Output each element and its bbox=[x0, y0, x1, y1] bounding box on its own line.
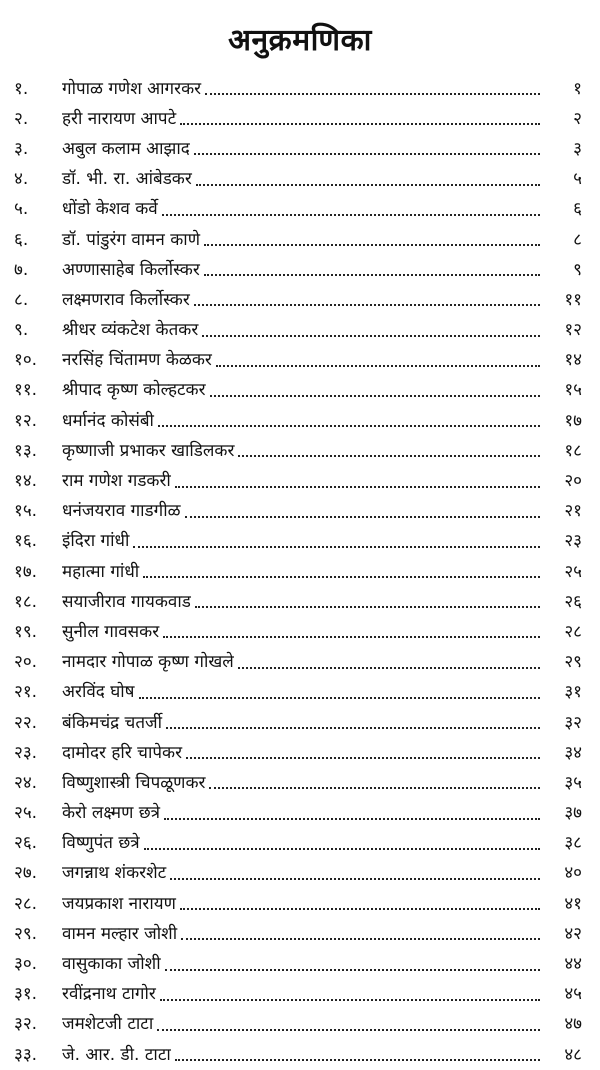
toc-entry-name: अरविंद घोष bbox=[62, 682, 135, 703]
toc-entry-name: सुनील गावसकर bbox=[62, 621, 160, 642]
toc-entry bbox=[0, 225, 600, 255]
toc-entry-number: ३. bbox=[14, 138, 29, 159]
toc-entry-name: डॉ. भी. रा. आंबेडकर bbox=[62, 169, 192, 190]
toc-entry bbox=[0, 255, 600, 285]
toc-entry bbox=[0, 980, 600, 1010]
toc-entry-number: २. bbox=[14, 108, 29, 129]
dotted-leader bbox=[170, 878, 540, 880]
dotted-leader bbox=[166, 727, 540, 729]
toc-entry-name: वामन मल्हार जोशी bbox=[62, 923, 178, 944]
toc-entry-name: इंदिरा गांधी bbox=[62, 531, 130, 552]
toc-entry-page-number: २५ bbox=[564, 561, 582, 582]
toc-entry-page-number: २९ bbox=[564, 652, 582, 673]
dotted-leader bbox=[205, 93, 540, 95]
toc-entry-name: नामदार गोपाळ कृष्ण गोखले bbox=[62, 652, 234, 673]
dotted-leader bbox=[210, 395, 540, 397]
dotted-leader bbox=[164, 818, 540, 820]
dotted-leader bbox=[180, 123, 540, 125]
toc-entry bbox=[0, 165, 600, 195]
toc-entry-name: कृष्णाजी प्रभाकर खाडिलकर bbox=[62, 440, 235, 461]
table-of-contents bbox=[0, 74, 600, 1070]
toc-entry-number: २२. bbox=[14, 712, 38, 733]
toc-entry-name: श्रीपाद कृष्ण कोल्हटकर bbox=[62, 380, 206, 401]
toc-entry-name: धर्मानंद कोसंबी bbox=[62, 410, 154, 431]
toc-entry-page-number: ३ bbox=[573, 138, 582, 159]
dotted-leader bbox=[163, 636, 540, 638]
toc-entry-name: जमशेटजी टाटा bbox=[62, 1014, 154, 1035]
toc-entry-number: ३१. bbox=[14, 984, 38, 1005]
toc-entry-page-number: १४ bbox=[564, 350, 582, 371]
toc-entry-page-number: १२ bbox=[564, 320, 582, 341]
dotted-leader bbox=[143, 576, 540, 578]
toc-entry-number: १५. bbox=[14, 501, 38, 522]
toc-entry-number: २९. bbox=[14, 923, 38, 944]
toc-entry-name: महात्मा गांधी bbox=[62, 561, 140, 582]
dotted-leader bbox=[175, 1059, 540, 1061]
dotted-leader bbox=[139, 697, 540, 699]
dotted-leader bbox=[144, 848, 540, 850]
toc-entry-page-number: ४७ bbox=[564, 1014, 582, 1035]
toc-entry-page-number: १५ bbox=[564, 380, 582, 401]
toc-entry bbox=[0, 1040, 600, 1070]
toc-entry-name: विष्णुपंत छत्रे bbox=[62, 833, 140, 854]
toc-entry-number: २१. bbox=[14, 682, 38, 703]
toc-entry bbox=[0, 376, 600, 406]
dotted-leader bbox=[181, 938, 540, 940]
toc-entry bbox=[0, 889, 600, 919]
toc-entry-number: १. bbox=[14, 78, 29, 99]
toc-entry-page-number: ३२ bbox=[564, 712, 582, 733]
toc-entry-name: राम गणेश गडकरी bbox=[62, 471, 171, 492]
toc-entry bbox=[0, 436, 600, 466]
toc-entry-name: सयाजीराव गायकवाड bbox=[62, 591, 191, 612]
toc-entry-page-number: ६ bbox=[573, 199, 582, 220]
toc-entry-number: ४. bbox=[14, 169, 29, 190]
toc-entry bbox=[0, 799, 600, 829]
toc-entry-name: केरो लक्ष्मण छत्रे bbox=[62, 803, 161, 824]
dotted-leader bbox=[133, 546, 540, 548]
toc-entry bbox=[0, 678, 600, 708]
toc-entry bbox=[0, 497, 600, 527]
toc-entry-name: बंकिमचंद्र चतर्जी bbox=[62, 712, 163, 733]
toc-entry-page-number: २३ bbox=[564, 531, 582, 552]
dotted-leader bbox=[186, 757, 540, 759]
toc-entry bbox=[0, 919, 600, 949]
toc-entry-number: १७. bbox=[14, 561, 38, 582]
toc-entry-page-number: १७ bbox=[564, 410, 582, 431]
toc-entry-page-number: ८ bbox=[573, 229, 582, 250]
toc-entry bbox=[0, 949, 600, 979]
toc-entry-name: डॉ. पांडुरंग वामन काणे bbox=[62, 229, 200, 250]
toc-entry-page-number: २६ bbox=[564, 591, 582, 612]
dotted-leader bbox=[195, 606, 540, 608]
toc-entry-number: ९. bbox=[14, 320, 29, 341]
toc-entry-page-number: ४१ bbox=[564, 893, 582, 914]
toc-entry-name: धनंजयराव गाडगीळ bbox=[62, 501, 181, 522]
toc-entry bbox=[0, 527, 600, 557]
dotted-leader bbox=[204, 274, 540, 276]
toc-entry-name: जगन्नाथ शंकरशेट bbox=[62, 863, 167, 884]
toc-entry-number: २५. bbox=[14, 803, 38, 824]
dotted-leader bbox=[162, 214, 540, 216]
toc-entry bbox=[0, 466, 600, 496]
toc-entry-number: १२. bbox=[14, 410, 38, 431]
toc-entry-name: वासुकाका जोशी bbox=[62, 954, 161, 975]
toc-entry-page-number: ४८ bbox=[564, 1044, 582, 1065]
toc-entry-page-number: २८ bbox=[564, 621, 582, 642]
toc-entry-name: जे. आर. डी. टाटा bbox=[62, 1044, 171, 1065]
dotted-leader bbox=[165, 969, 540, 971]
toc-entry bbox=[0, 346, 600, 376]
toc-entry bbox=[0, 829, 600, 859]
toc-entry-number: ११. bbox=[14, 380, 38, 401]
toc-entry bbox=[0, 316, 600, 346]
toc-entry-page-number: २ bbox=[573, 108, 582, 129]
toc-entry-number: २८. bbox=[14, 893, 38, 914]
toc-entry-number: २७. bbox=[14, 863, 38, 884]
toc-entry-page-number: ४० bbox=[564, 863, 582, 884]
toc-entry-page-number: ३५ bbox=[564, 772, 582, 793]
dotted-leader bbox=[180, 908, 540, 910]
toc-entry-name: अबुल कलाम आझाद bbox=[62, 138, 190, 159]
toc-entry-number: ३२. bbox=[14, 1014, 38, 1035]
toc-entry-page-number: २० bbox=[564, 471, 582, 492]
toc-entry-number: २६. bbox=[14, 833, 38, 854]
dotted-leader bbox=[185, 516, 540, 518]
dotted-leader bbox=[160, 999, 540, 1001]
toc-entry-name: गोपाळ गणेश आगरकर bbox=[62, 78, 202, 99]
toc-entry-page-number: १ bbox=[573, 78, 582, 99]
toc-entry-number: १४. bbox=[14, 471, 38, 492]
dotted-leader bbox=[196, 184, 540, 186]
toc-entry-page-number: ३८ bbox=[564, 833, 582, 854]
dotted-leader bbox=[216, 365, 540, 367]
toc-entry-number: ५. bbox=[14, 199, 29, 220]
page-title: अनुक्रमणिका bbox=[228, 23, 372, 58]
toc-entry-name: हरी नारायण आपटे bbox=[62, 108, 177, 129]
dotted-leader bbox=[209, 787, 540, 789]
toc-entry bbox=[0, 104, 600, 134]
toc-entry bbox=[0, 285, 600, 315]
toc-entry-name: विष्णुशास्त्री चिपळूणकर bbox=[62, 772, 206, 793]
dotted-leader bbox=[157, 1029, 540, 1031]
toc-entry bbox=[0, 738, 600, 768]
toc-entry bbox=[0, 708, 600, 738]
toc-entry-page-number: ४५ bbox=[564, 984, 582, 1005]
toc-entry-number: ३०. bbox=[14, 954, 38, 975]
toc-entry-page-number: ३७ bbox=[564, 803, 582, 824]
toc-entry-page-number: ३४ bbox=[564, 742, 582, 763]
toc-entry bbox=[0, 557, 600, 587]
dotted-leader bbox=[194, 153, 540, 155]
dotted-leader bbox=[194, 304, 540, 306]
toc-entry bbox=[0, 768, 600, 798]
toc-entry bbox=[0, 74, 600, 104]
dotted-leader bbox=[204, 244, 540, 246]
toc-entry-number: २४. bbox=[14, 772, 38, 793]
toc-entry bbox=[0, 648, 600, 678]
toc-entry-page-number: ११ bbox=[564, 289, 582, 310]
toc-entry-number: ७. bbox=[14, 259, 29, 280]
toc-entry-page-number: ४२ bbox=[564, 923, 582, 944]
toc-entry-name: श्रीधर व्यंकटेश केतकर bbox=[62, 320, 199, 341]
toc-entry bbox=[0, 1010, 600, 1040]
toc-entry bbox=[0, 859, 600, 889]
dotted-leader bbox=[238, 455, 540, 457]
toc-entry bbox=[0, 587, 600, 617]
toc-entry-number: ६. bbox=[14, 229, 29, 250]
dotted-leader bbox=[202, 335, 540, 337]
toc-entry-page-number: ५ bbox=[573, 169, 582, 190]
toc-entry-number: १८. bbox=[14, 591, 38, 612]
toc-entry-page-number: १८ bbox=[564, 440, 582, 461]
toc-entry-name: अण्णासाहेब किर्लोस्कर bbox=[62, 259, 200, 280]
toc-entry-number: ३३. bbox=[14, 1044, 38, 1065]
dotted-leader bbox=[175, 486, 540, 488]
dotted-leader bbox=[158, 425, 540, 427]
toc-entry-page-number: ४४ bbox=[564, 954, 582, 975]
toc-entry-page-number: ९ bbox=[573, 259, 582, 280]
toc-entry-page-number: २१ bbox=[564, 501, 582, 522]
toc-entry bbox=[0, 617, 600, 647]
toc-entry-page-number: ३१ bbox=[564, 682, 582, 703]
toc-entry-number: ८. bbox=[14, 289, 29, 310]
toc-entry bbox=[0, 406, 600, 436]
toc-entry-name: धोंडो केशव कर्वे bbox=[62, 199, 158, 220]
toc-entry-number: १६. bbox=[14, 531, 38, 552]
toc-entry-name: दामोदर हरि चापेकर bbox=[62, 742, 183, 763]
toc-entry-number: २०. bbox=[14, 652, 38, 673]
toc-entry-number: १९. bbox=[14, 621, 38, 642]
toc-entry-name: नरसिंह चिंतामण केळकर bbox=[62, 350, 212, 371]
toc-entry bbox=[0, 134, 600, 164]
toc-entry-name: रवींद्रनाथ टागोर bbox=[62, 984, 156, 1005]
dotted-leader bbox=[238, 667, 540, 669]
toc-entry-name: जयप्रकाश नारायण bbox=[62, 893, 176, 914]
toc-entry bbox=[0, 195, 600, 225]
toc-entry-number: १३. bbox=[14, 440, 38, 461]
toc-entry-number: २३. bbox=[14, 742, 38, 763]
toc-entry-name: लक्ष्मणराव किर्लोस्कर bbox=[62, 289, 190, 310]
toc-entry-number: १०. bbox=[14, 350, 38, 371]
